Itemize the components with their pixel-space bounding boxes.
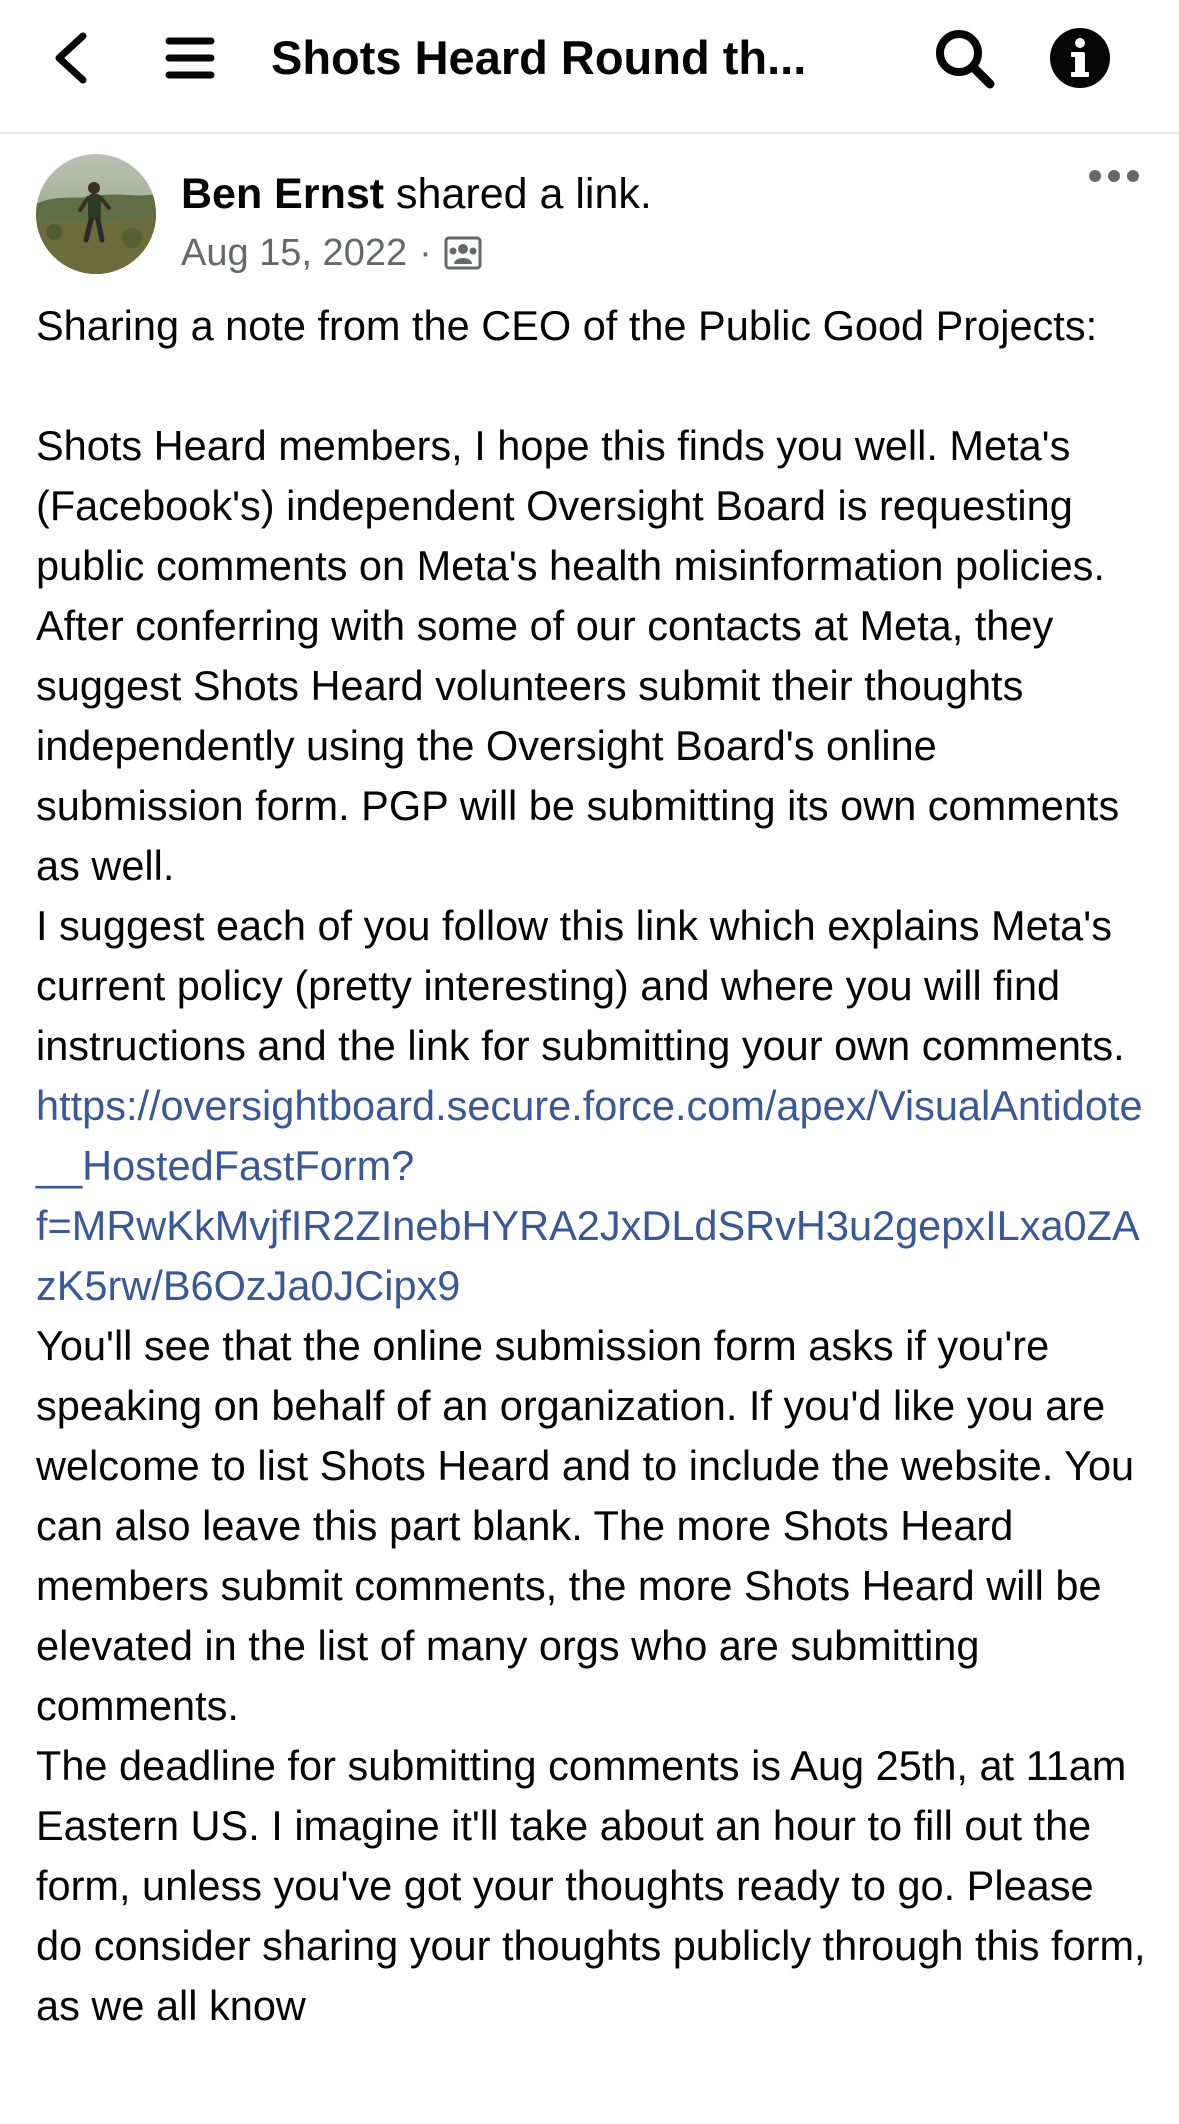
post-action: shared a link. <box>384 170 652 218</box>
post-paragraph: You'll see that the online submission form asks if you're speaking on behalf of an organization. If you'd like you are welcome to list Shots Heard and to include the website. You can also leave this part blank. The more Shots Heard members submit comments, the more Shots Heard will be elevated in the list of many orgs who are submitting comments. <box>36 1322 1135 1729</box>
post-body <box>36 296 1146 2036</box>
author-line <box>181 166 652 222</box>
back-button[interactable] <box>36 20 106 96</box>
search-button[interactable] <box>924 18 1004 98</box>
post-meta <box>181 228 482 278</box>
chevron-left-icon <box>51 30 91 86</box>
meta-separator: · <box>419 232 432 274</box>
info-button[interactable] <box>1040 18 1120 98</box>
info-icon <box>1048 26 1112 90</box>
more-options-icon <box>1088 169 1140 183</box>
top-bar <box>0 0 1179 134</box>
group-title[interactable]: Shots Heard Round th... <box>271 31 807 84</box>
group-audience-icon <box>444 236 482 270</box>
author-avatar[interactable] <box>36 154 156 274</box>
hamburger-menu-icon <box>165 35 215 81</box>
post-paragraph: Sharing a note from the CEO of the Public Good Projects: <box>36 302 1098 349</box>
post-paragraph-text: I suggest each of you follow this link which explains Meta's current policy (pretty interesting) and where you will find instructions and the link for submitting your own comments. <box>36 902 1125 1069</box>
avatar-photo-icon <box>36 154 156 274</box>
more-options-button[interactable] <box>1082 156 1146 196</box>
oversight-board-link[interactable]: https://oversightboard.secure.force.com/apex/VisualAntidote__HostedFastForm?f=MRwKkMvjfIR2ZInebHYRA2JxDLdSRvH3u2gepxILxa0ZAzK5rw/B6OzJa0JCipx9 <box>36 1082 1143 1309</box>
post-paragraph: Shots Heard members, I hope this finds you well. Meta's (Facebook's) independent Oversight Board is requesting public comments on Meta's health misinformation policies. After conferring with some of our contacts at Meta, they suggest Shots Heard volunteers submit their thoughts independently using the Oversight Board's online submission form. PGP will be submitting its own comments as well. <box>36 422 1120 889</box>
post-date[interactable]: Aug 15, 2022 <box>181 232 408 274</box>
menu-button[interactable] <box>155 20 225 96</box>
author-name[interactable]: Ben Ernst <box>181 170 385 218</box>
search-icon <box>932 26 996 90</box>
paragraph-gap <box>36 356 1146 416</box>
post-paragraph <box>36 896 1146 1316</box>
post-paragraph: The deadline for submitting comments is Aug 25th, at 11am Eastern US. I imagine it'll take about an hour to fill out the form, unless you've got your thoughts ready to go. Please do consider sharing your thoughts publicly through this form, as we all know <box>36 1742 1146 2029</box>
